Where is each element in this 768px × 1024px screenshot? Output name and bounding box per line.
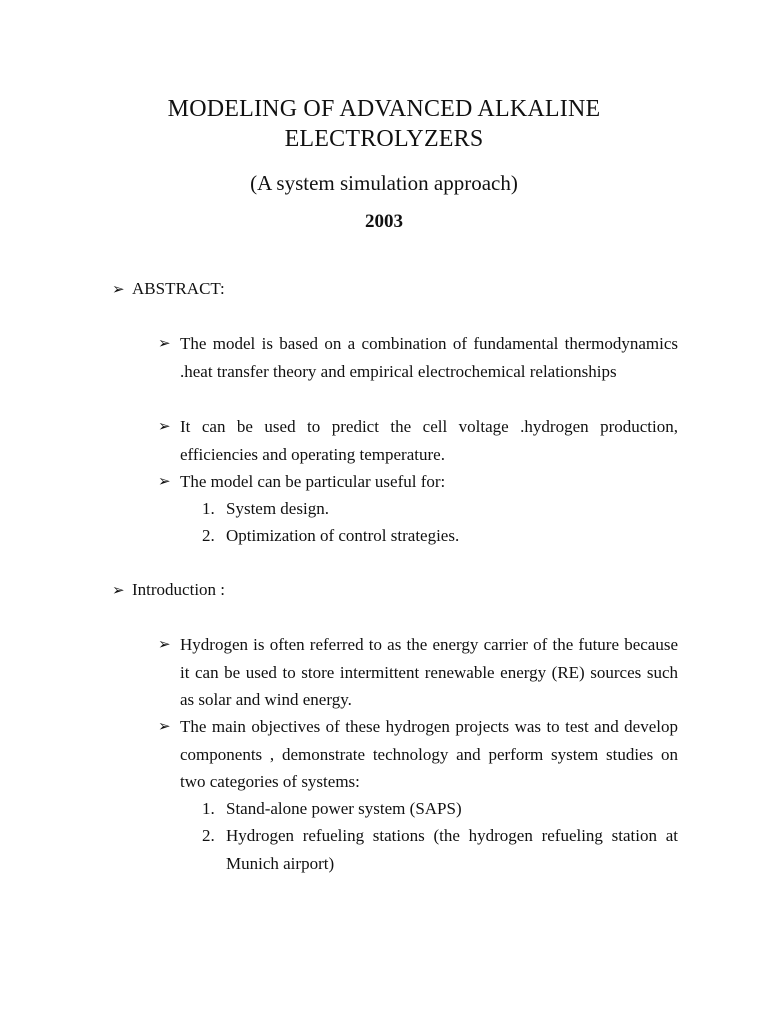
abstract-bullet-text: The model can be particular useful for: (180, 472, 446, 491)
arrow-bullet-icon: ➢ (158, 717, 171, 735)
arrow-bullet-icon: ➢ (158, 417, 171, 435)
list-number: 2. (202, 526, 215, 545)
abstract-heading (112, 278, 225, 300)
abstract-bullet-text: The model is based on a combination of fundamental thermodynamics .heat transfer theory and empirical electrochemical relationships (180, 334, 678, 381)
document-subtitle: (A system simulation approach) (250, 171, 518, 195)
list-item-text: Hydrogen refueling stations (the hydrogen refueling station at Munich airport) (226, 826, 678, 873)
list-number: 2. (202, 826, 215, 845)
abstract-heading-label: ABSTRACT: (132, 279, 225, 298)
title-line-2: ELECTROLYZERS (284, 126, 484, 152)
arrow-bullet-icon: ➢ (112, 280, 125, 298)
document-year: 2003 (365, 211, 403, 232)
document-title (0, 94, 768, 154)
abstract-list-item (202, 495, 678, 523)
list-number: 1. (202, 499, 215, 518)
introduction-bullet-text: The main objectives of these hydrogen projects was to test and develop components , demonstrate technology and perform system studies on two categories of systems: (180, 717, 678, 791)
introduction-bullet (158, 631, 678, 714)
introduction-list-item (202, 795, 678, 823)
abstract-bullet (158, 413, 678, 468)
list-number: 1. (202, 799, 215, 818)
title-line-1: MODELING OF ADVANCED ALKALINE (167, 96, 601, 122)
introduction-bullet (158, 713, 678, 796)
arrow-bullet-icon: ➢ (158, 472, 171, 490)
list-item-text: Stand-alone power system (SAPS) (226, 799, 462, 818)
abstract-bullet (158, 330, 678, 385)
abstract-list-item (202, 522, 678, 550)
abstract-bullet-text: It can be used to predict the cell voltage .hydrogen production, efficiencies and operating temperature. (180, 417, 678, 464)
introduction-bullet-text: Hydrogen is often referred to as the energy carrier of the future because it can be used to store intermittent renewable energy (RE) sources such as solar and wind energy. (180, 635, 678, 709)
arrow-bullet-icon: ➢ (158, 334, 171, 352)
introduction-heading (112, 579, 225, 601)
introduction-heading-label: Introduction : (132, 580, 226, 599)
list-item-text: System design. (226, 499, 329, 518)
arrow-bullet-icon: ➢ (158, 635, 171, 653)
list-item-text: Optimization of control strategies. (226, 526, 460, 545)
abstract-bullet (158, 468, 678, 496)
introduction-list-item (202, 822, 678, 877)
arrow-bullet-icon: ➢ (112, 581, 125, 599)
